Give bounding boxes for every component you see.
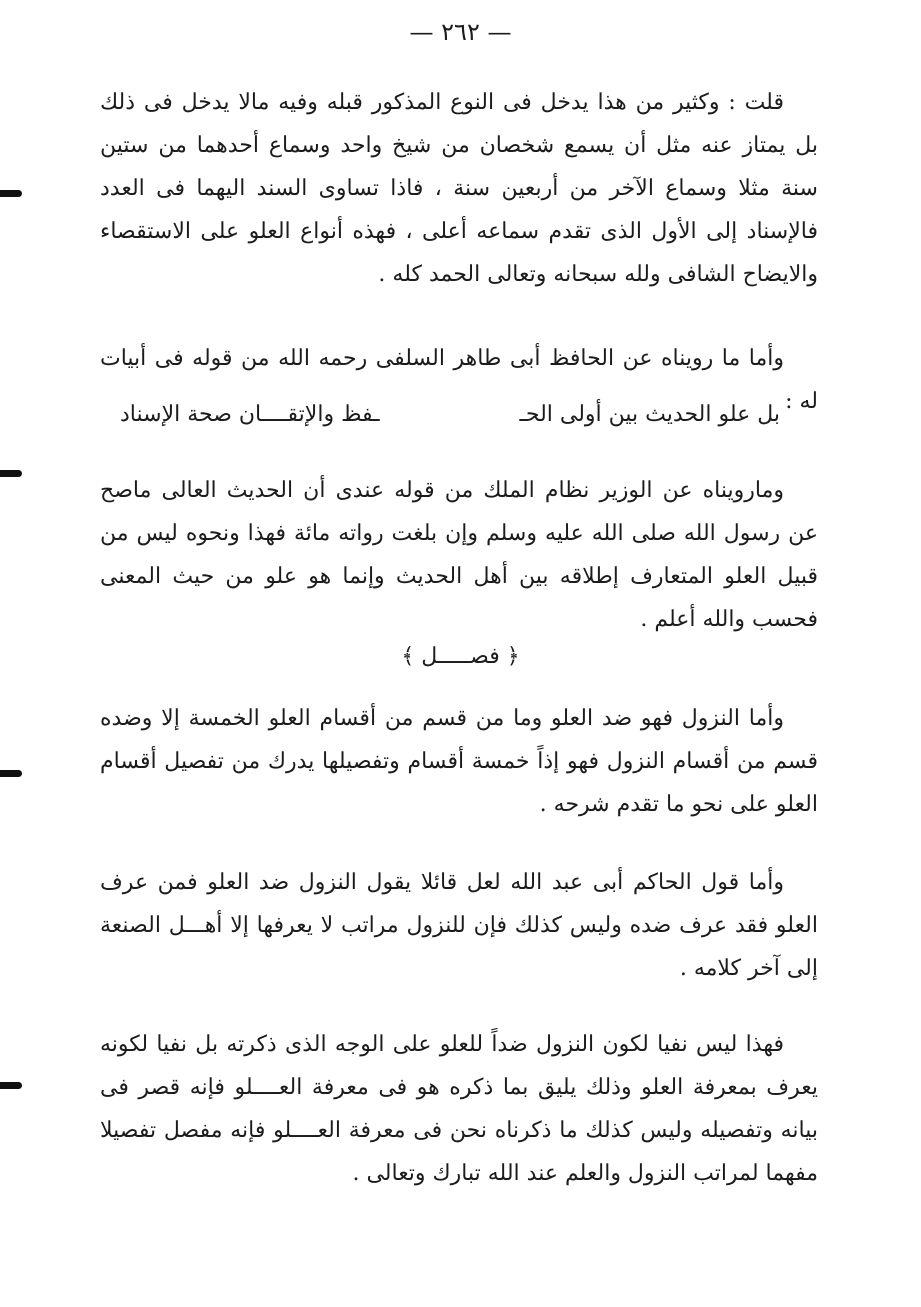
section-heading-fasl: ﴿ فصـــــل ﴾ <box>401 644 520 669</box>
paragraph-nizam-al-mulk: ومارويناه عن الوزير نظام الملك من قوله عندى أن الحديث العالى ماصح عن رسول الله صلى الله عليه وسلم وإن بلغت رواته مائة فهذا ونحوه ليس من قبيل العلو المتعارف إطلاقه بين أهل الحديث وإنما هو علو من حيث المعنى فحسب والله أعلم . <box>100 478 818 632</box>
nizam-paragraph-block <box>100 470 818 642</box>
paragraph-nuzul: وأما النزول فهو ضد العلو وما من قسم من أقسام العلو الخمسة إلا وضده قسم من أقسام النزول فهو إذاً خمسة أقسام وتفصيلها يدرك من تفصيل أقسام العلو على نحو ما تقدم شرحه . <box>100 706 818 817</box>
closing-paragraph-block <box>100 1024 818 1196</box>
margin-mark <box>0 770 22 777</box>
verse-right-hemistich: بل علو الحديث بين أولى الحـ <box>519 402 780 427</box>
margin-mark <box>0 470 22 477</box>
page-number: — ٢٦٢ — <box>409 18 512 46</box>
verse-left-hemistich: ـفظ والإتقــــان صحة الإسناد <box>120 402 380 427</box>
paragraph-hakim: وأما قول الحاكم أبى عبد الله لعل قائلا يقول النزول ضد العلو فمن عرف العلو فقد عرف ضده وليس كذلك فإن للنزول مراتب لا يعرفها إلا أهـــل الصنعة إلى آخر كلامه . <box>100 870 818 981</box>
margin-mark <box>0 190 22 197</box>
nuzul-paragraph-block <box>100 698 818 827</box>
paragraph-closing: فهذا ليس نفيا لكون النزول ضداً للعلو على الوجه الذى ذكرته بل نفيا لكونه يعرف بمعرفة العلو وذلك يليق بما ذكره هو فى معرفة العــــلو فإنه قصر فى بيانه وتفصيله وليس كذلك ما ذكرناه نحن فى معرفة العــــلو فإنه مفصل تفصيلا مفهما لمراتب النزول والعلم عند الله تبارك وتعالى . <box>100 1032 818 1186</box>
opening-paragraph-block <box>100 82 818 296</box>
hakim-paragraph-block <box>100 862 818 991</box>
paragraph-qult: قلت : وكثير من هذا يدخل فى النوع المذكور قبله وفيه مالا يدخل فى ذلك بل يمتاز عنه مثل أن يسمع شخصان من شيخ واحد وسماع أحدهما من ستين سنة مثلا وسماع الآخر من أربعين سنة ، فاذا تساوى السند اليهما فى العدد فالإسناد إلى الأول الذى تقدم سماعه أعلى ، فهذه أنواع العلو على الاستقصاء والايضاح الشافى ولله سبحانه وتعالى الحمد كله . <box>100 90 818 287</box>
margin-mark <box>0 1082 22 1089</box>
poetry-verse <box>120 402 780 427</box>
paragraph-silafi-intro: وأما ما رويناه عن الحافظ أبى طاهر السلفى رحمه الله من قوله فى أبيات له : <box>100 346 818 414</box>
